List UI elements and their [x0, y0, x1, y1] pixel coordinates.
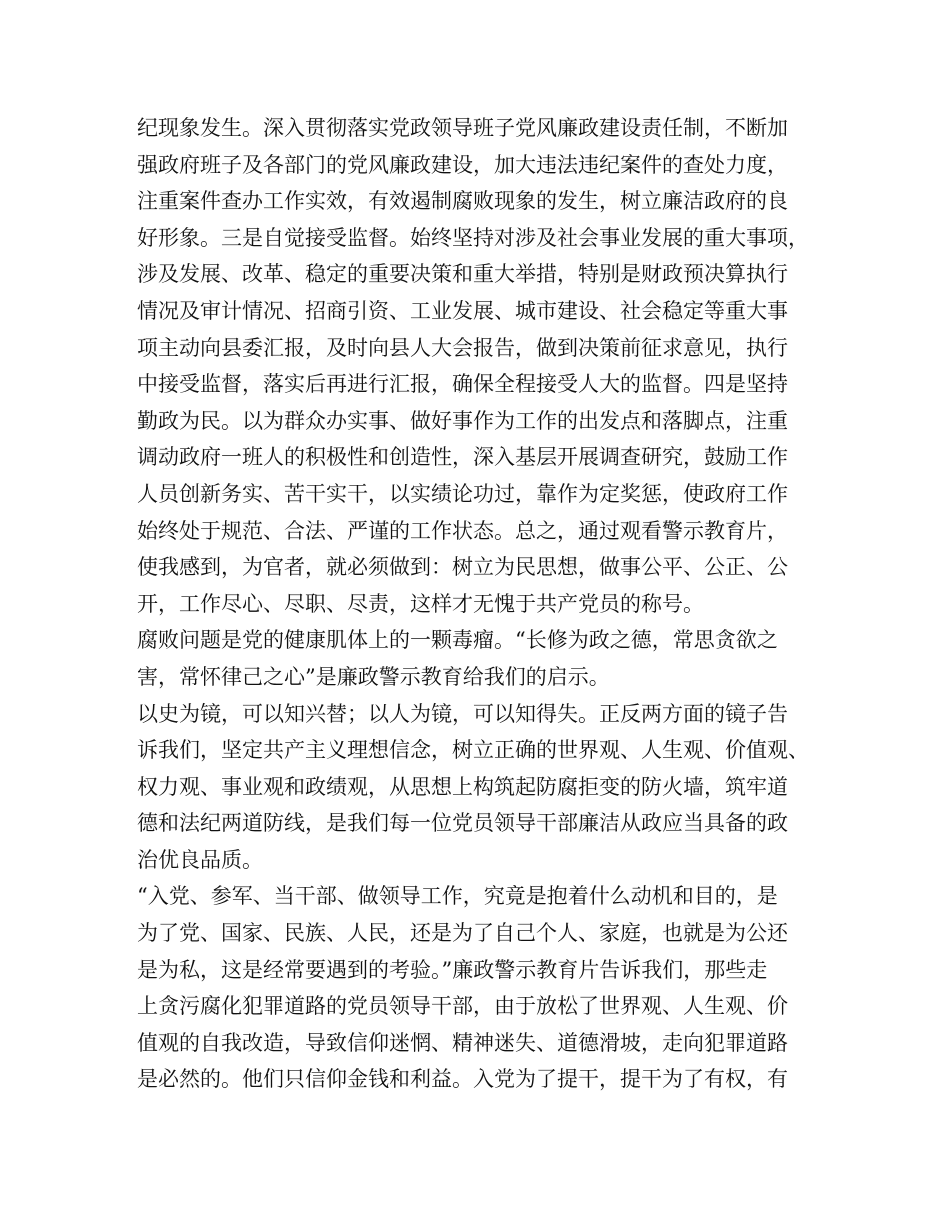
text-line: 中接受监督，落实后再进行汇报，确保全程接受人大的监督。四是坚持: [137, 372, 788, 397]
text-line: 开，工作尽心、尽职、尽责，这样才无愧于共产党员的称号。: [137, 591, 704, 616]
text-line: 始终处于规范、合法、严谨的工作状态。总之，通过观看警示教育片，: [137, 518, 788, 543]
text-line: 项主动向县委汇报，及时向县人大会报告，做到决策前征求意见，执行: [137, 335, 788, 360]
text-line: 好形象。三是自觉接受监督。始终坚持对涉及社会事业发展的重大事项，: [137, 225, 809, 250]
text-line: 是为私，这是经常要遇到的考验。”廉政警示教育片告诉我们，那些走: [137, 957, 768, 982]
text-line: 腐败问题是党的健康肌体上的一颗毒瘤。“长修为政之德，常思贪欲之: [137, 628, 778, 653]
text-line: 为了党、国家、民族、人民，还是为了自己个人、家庭，也就是为公还: [137, 921, 788, 946]
text-line: 注重案件查办工作实效，有效遏制腐败现象的发生，树立廉洁政府的良: [137, 189, 788, 214]
text-line: 德和法纪两道防线，是我们每一位党员领导干部廉洁从政应当具备的政: [137, 811, 788, 836]
text-line: 调动政府一班人的积极性和创造性，深入基层开展调查研究，鼓励工作: [137, 445, 788, 470]
text-line: 强政府班子及各部门的党风廉政建设，加大违法违纪案件的查处力度，: [137, 152, 788, 177]
text-line: 是必然的。他们只信仰金钱和利益。入党为了提干，提干为了有权，有: [137, 1067, 788, 1092]
text-line: 纪现象发生。深入贯彻落实党政领导班子党风廉政建设责任制，不断加: [137, 116, 788, 140]
text-line: 上贪污腐化犯罪道路的党员领导干部，由于放松了世界观、人生观、价: [137, 994, 788, 1019]
text-line: 使我感到，为官者，就必须做到：树立为民思想，做事公平、公正、公: [137, 555, 788, 580]
text-line: 害，常怀律己之心”是廉政警示教育给我们的启示。: [137, 664, 610, 689]
text-line: 情况及审计情况、招商引资、工业发展、城市建设、社会稳定等重大事: [137, 298, 788, 323]
text-line: 涉及发展、改革、稳定的重要决策和重大举措，特别是财政预决算执行: [137, 262, 788, 287]
text-line: 勤政为民。以为群众办实事、做好事作为工作的出发点和落脚点，注重: [137, 408, 788, 433]
text-line: 治优良品质。: [137, 847, 263, 872]
text-line: “入党、参军、当干部、做领导工作，究竟是抱着什么动机和目的，是: [137, 884, 778, 909]
text-line: 人员创新务实、苦干实干，以实绩论功过，靠作为定奖惩，使政府工作: [137, 481, 788, 506]
text-line: 值观的自我改造，导致信仰迷惘、精神迷失、道德滑坡，走向犯罪道路: [137, 1030, 788, 1055]
text-line: 以史为镜，可以知兴替；以人为镜，可以知得失。正反两方面的镜子告: [137, 701, 788, 726]
text-line: 诉我们，坚定共产主义理想信念，树立正确的世界观、人生观、价值观、: [137, 738, 809, 763]
document-body-text: [137, 110, 827, 1098]
text-line: 权力观、事业观和政绩观，从思想上构筑起防腐拒变的防火墙，筑牢道: [137, 774, 788, 799]
